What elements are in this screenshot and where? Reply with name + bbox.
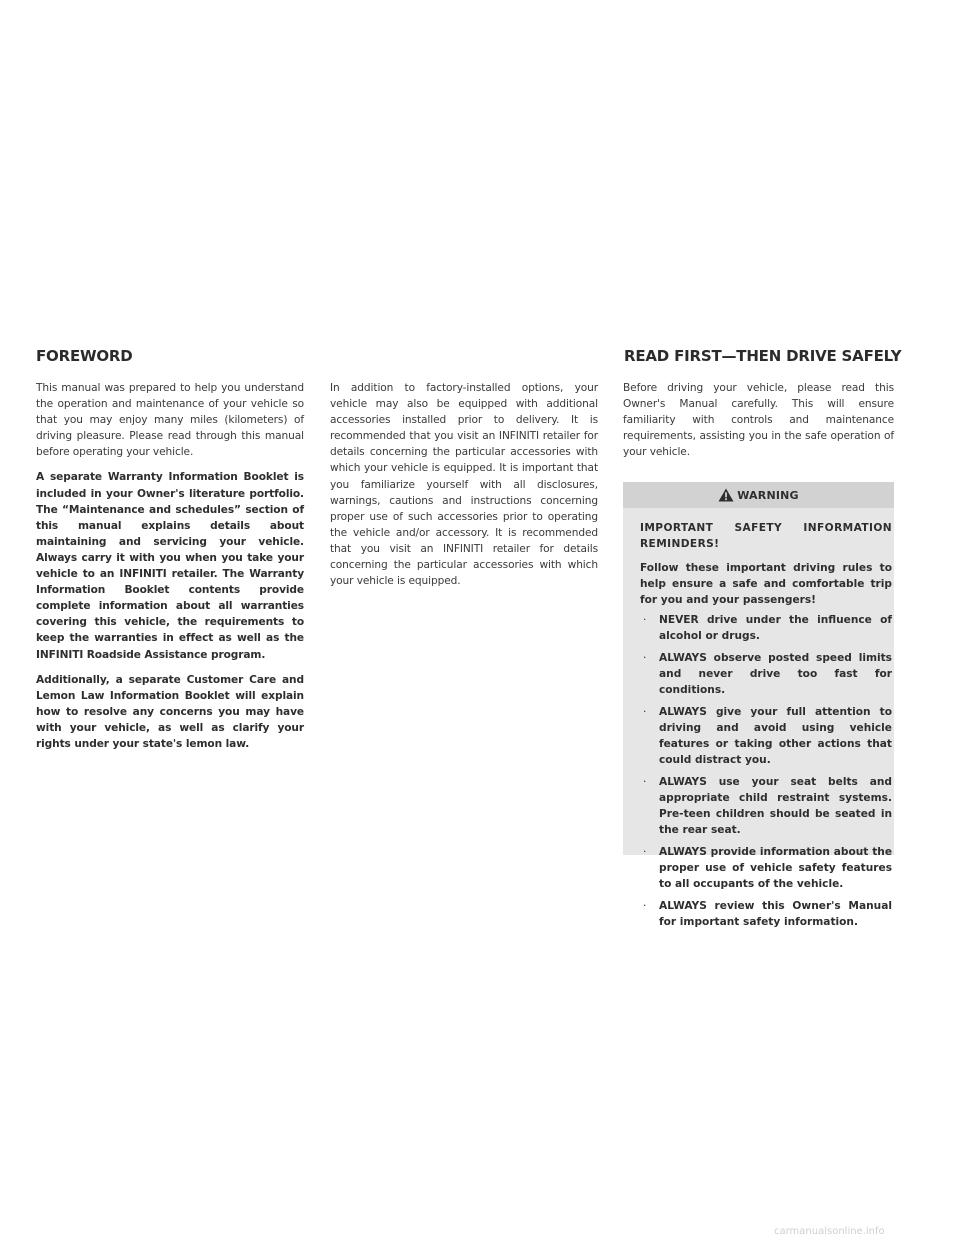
- read-first-paragraph: Before driving your vehicle, please read this Owner's Manual carefully. This will ensure familiarity with controls and maintenance requirements, assisting you in the safe operation of your vehicle.: [623, 382, 894, 459]
- foreword-intro-paragraph: This manual was prepared to help you understand the operation and maintenance of your vehicle so that you may enjoy many miles (kilometers) of driving pleasure. Please read through this manual before operating your vehicle.: [36, 382, 304, 459]
- warning-list-item: [640, 844, 892, 892]
- warning-list-item: [640, 898, 892, 930]
- warning-triangle-icon: [718, 488, 734, 502]
- bullet-icon: ·: [643, 614, 647, 626]
- bullet-icon: ·: [643, 846, 647, 858]
- read-first-heading: READ FIRST—THEN DRIVE SAFELY: [624, 347, 902, 365]
- foreword-column-1: [36, 380, 304, 761]
- warning-list-item: [640, 704, 892, 768]
- warning-lead: Follow these important driving rules to help ensure a safe and comfortable trip for you and your passengers!: [640, 562, 892, 606]
- warning-title: IMPORTANT SAFETY INFORMATION REMINDERS!: [640, 522, 892, 550]
- warning-item-text: ALWAYS give your full attention to driving and avoid using vehicle features or taking other actions that could distract you.: [659, 706, 892, 766]
- bullet-icon: ·: [643, 776, 647, 788]
- bullet-icon: ·: [643, 706, 647, 718]
- foreword-column-2: [330, 380, 598, 598]
- lemon-law-paragraph: Additionally, a separate Customer Care and Lemon Law Information Booklet will explain how to resolve any concerns you may have with your vehicle, as well as clarify your rights under your state's lemon law.: [36, 673, 304, 750]
- warning-list-item: [640, 774, 892, 838]
- warranty-booklet-paragraph: A separate Warranty Information Booklet is included in your Owner's literature portfolio. The “Maintenance and schedules” section of this manual explains details about maintaining and servicing your vehicle. Always carry it with you when you take your vehicle to an INFINITI retailer. The Warranty Information Booklet contents provide complete information about all warranties covering this vehicle, the requirements to keep the warranties in effect as well as the INFINITI Roadside Assistance program.: [36, 471, 304, 661]
- read-first-column: [623, 380, 894, 469]
- warning-item-text: NEVER drive under the influence of alcohol or drugs.: [659, 614, 892, 642]
- accessories-paragraph: In addition to factory-installed options, your vehicle may also be equipped with additional accessories installed prior to delivery. It is recommended that you visit an INFINITI retailer for details concerning the particular accessories with which your vehicle is equipped. It is important that you familiarize yourself with all disclosures, warnings, cautions and instructions concerning proper use of such accessories prior to operating the vehicle and/or accessory. It is recommended that you visit an INFINITI retailer for details concerning the particular accessories with which your vehicle is equipped.: [330, 382, 598, 588]
- warning-list: [640, 612, 892, 930]
- warning-item-text: ALWAYS use your seat belts and appropriate child restraint systems. Pre-teen children should be seated in the rear seat.: [659, 776, 892, 836]
- warning-label: WARNING: [737, 488, 799, 502]
- bullet-icon: ·: [643, 652, 647, 664]
- warning-body: [640, 520, 892, 936]
- warning-box: [623, 482, 894, 928]
- warning-list-item: [640, 612, 892, 644]
- bullet-icon: ·: [643, 900, 647, 912]
- warning-list-item: [640, 650, 892, 698]
- foreword-heading: FOREWORD: [36, 347, 133, 365]
- watermark: carmanualsonline.info: [774, 1226, 885, 1237]
- warning-item-text: ALWAYS observe posted speed limits and never drive too fast for conditions.: [659, 652, 892, 696]
- warning-item-text: ALWAYS review this Owner's Manual for important safety information.: [659, 900, 892, 928]
- warning-header: [623, 482, 894, 508]
- warning-item-text: ALWAYS provide information about the proper use of vehicle safety features to all occupants of the vehicle.: [659, 846, 892, 890]
